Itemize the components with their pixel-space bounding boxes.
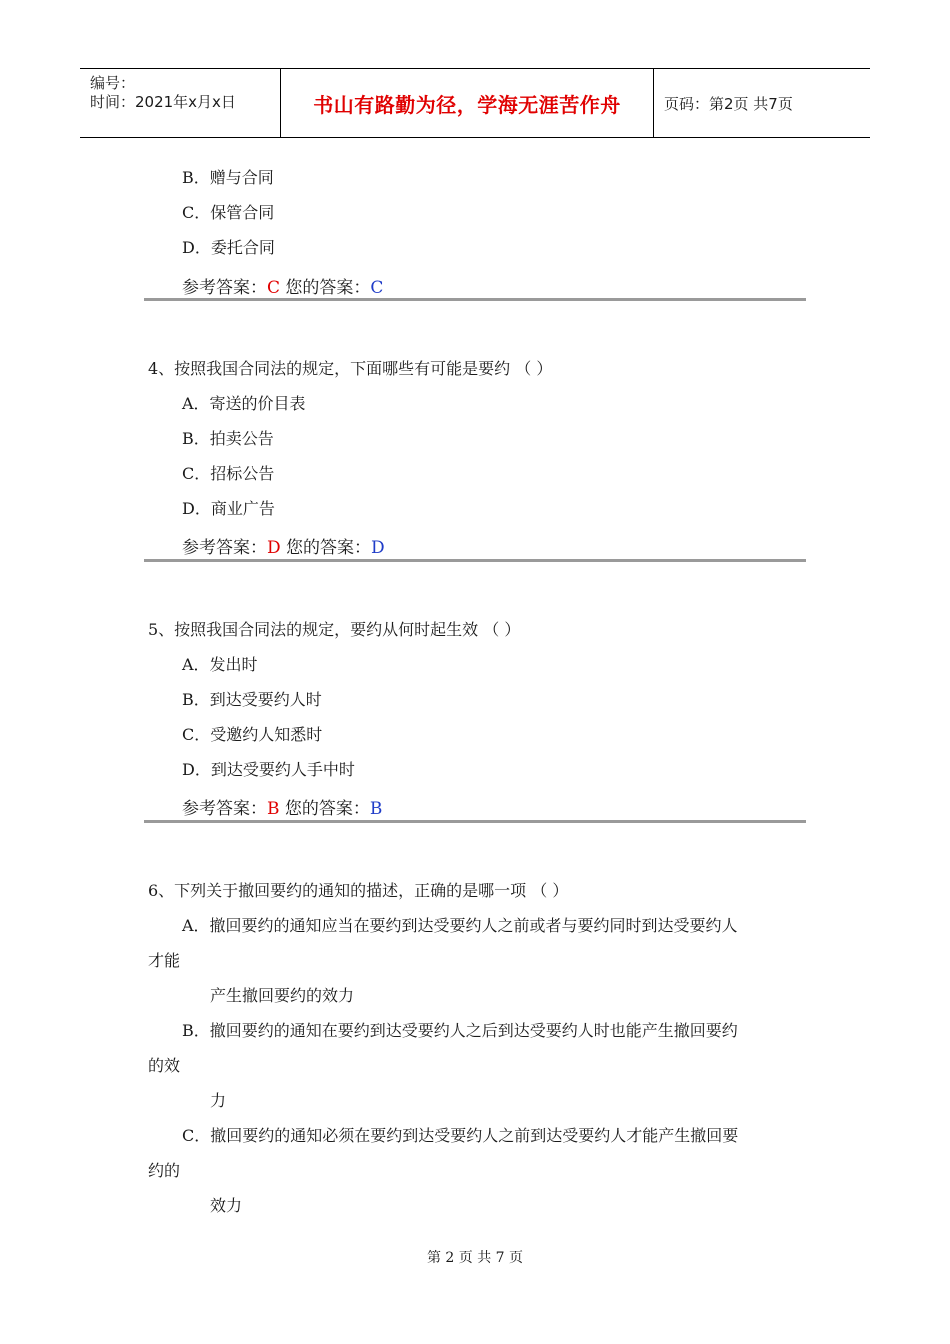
option-a: A．发出时 [182, 655, 258, 674]
option-a: A．寄送的价目表 [182, 394, 306, 413]
option-b-continuation: 的效 [148, 1056, 181, 1075]
your-answer-value: C [370, 278, 384, 298]
your-answer-value: D [371, 538, 385, 558]
option-c: C．撤回要约的通知必须在要约到达受要约人之前到达受要约人才能产生撤回要 [182, 1126, 739, 1145]
option-c: C．受邀约人知悉时 [182, 725, 323, 744]
answer-line [182, 799, 382, 819]
reference-answer-value: C [267, 278, 281, 298]
option-c-continuation: 约的 [148, 1161, 181, 1180]
option-b: B．撤回要约的通知在要约到达受要约人之后到达受要约人时也能产生撤回要约 [182, 1021, 738, 1040]
reference-answer-value: B [267, 799, 280, 819]
answer-divider [144, 559, 806, 562]
your-answer-label: 您的答案： [280, 278, 371, 298]
option-c: C．招标公告 [182, 464, 275, 483]
motto-text: 书山有路勤为径，学海无涯苦作舟 [313, 92, 621, 117]
number-label: 编号： [90, 74, 136, 92]
reference-answer-label: 参考答案： [182, 538, 267, 558]
option-a-continuation: 才能 [148, 951, 181, 970]
answer-divider [144, 298, 806, 301]
option-d: D．商业广告 [182, 499, 275, 518]
option-c-continuation: 效力 [210, 1196, 243, 1215]
question-5: 5、按照我国合同法的规定，要约从何时起生效 （ ） [148, 620, 521, 639]
header-page-info [654, 69, 870, 137]
option-b: B．赠与合同 [182, 168, 274, 187]
your-answer-label: 您的答案： [279, 799, 370, 819]
reference-answer-label: 参考答案： [182, 278, 267, 298]
time-label: 时间：2021年x月x日 [90, 93, 236, 111]
option-b-continuation: 力 [210, 1091, 227, 1110]
question-6: 6、下列关于撤回要约的通知的描述，正确的是哪一项 （ ） [148, 881, 569, 900]
your-answer-value: B [369, 799, 383, 819]
page-info-text: 页码：第2页 共7页 [664, 94, 793, 113]
reference-answer-label: 参考答案： [182, 799, 267, 819]
option-a: A．撤回要约的通知应当在要约到达受要约人之前或者与要约同时到达受要约人 [182, 916, 738, 935]
header-meta [80, 69, 281, 137]
option-b: B．到达受要约人时 [182, 690, 322, 709]
your-answer-label: 您的答案： [280, 538, 372, 558]
answer-line [182, 278, 383, 298]
option-d: D．委托合同 [182, 238, 275, 257]
option-c: C．保管合同 [182, 203, 275, 222]
page-footer: 第 2 页 共 7 页 [426, 1250, 524, 1266]
option-a-continuation: 产生撤回要约的效力 [210, 986, 355, 1005]
reference-answer-value: D [267, 538, 281, 558]
option-b: B．拍卖公告 [182, 429, 274, 448]
option-d: D．到达受要约人手中时 [182, 760, 355, 779]
answer-line [182, 538, 385, 558]
question-4: 4、按照我国合同法的规定，下面哪些有可能是要约 （ ） [148, 359, 553, 378]
answer-divider [144, 820, 806, 823]
header-motto [281, 69, 654, 137]
page-header [80, 68, 870, 138]
